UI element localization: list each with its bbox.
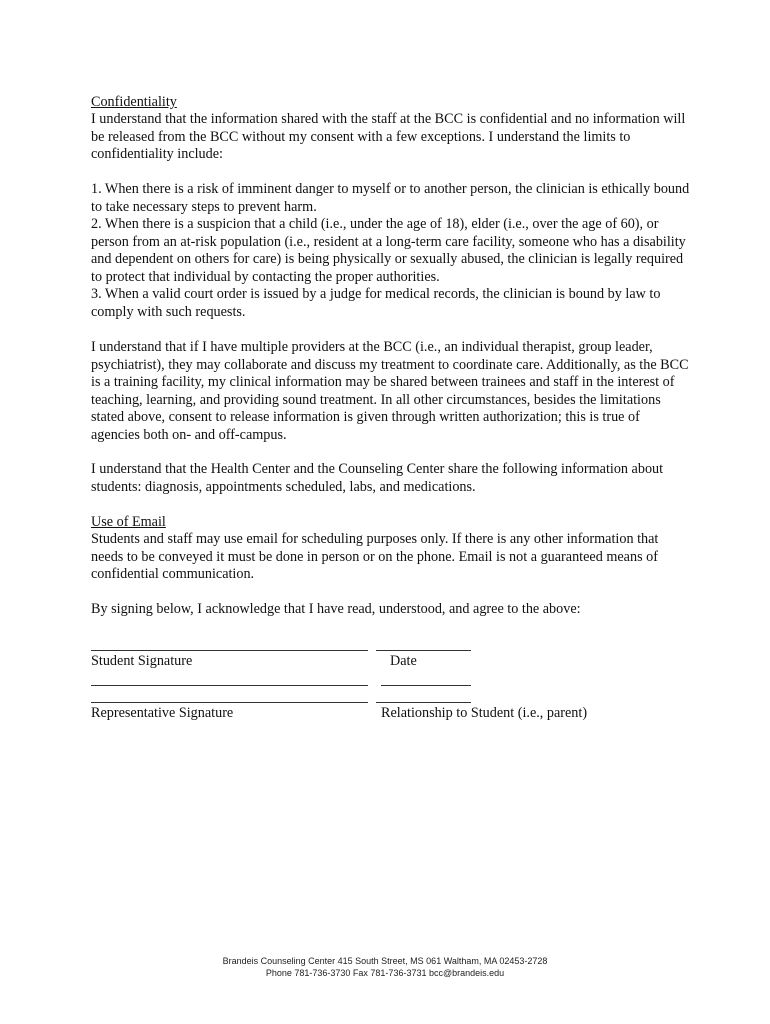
student-signature-label: Student Signature (91, 653, 193, 669)
relationship-label: Relationship to Student (i.e., parent) (381, 705, 588, 721)
email-paragraph: Students and staff may use email for scheduling purposes only. If there is any other information that needs to be conveyed it must be done in person or on the phone. Email is not a guaranteed means of confidential communication. (91, 531, 659, 583)
footer-contact: Phone 781-736-3730 Fax 781-736-3731 bcc@brandeis.edu (265, 968, 505, 978)
confidentiality-intro: I understand that the information shared with the staff at the BCC is confidential and no information will be released from the BCC without my consent with a few exceptions. I understand the limits to confidentiality include: (91, 111, 686, 163)
acknowledgement-text: By signing below, I acknowledge that I have read, understood, and agree to the above: (91, 601, 581, 617)
student-signature-line[interactable] (91, 650, 368, 651)
relationship-line[interactable] (376, 702, 471, 703)
date-line[interactable] (376, 650, 471, 651)
representative-date-line[interactable] (381, 685, 471, 686)
date-label: Date (390, 653, 417, 669)
email-heading: Use of Email (91, 514, 166, 530)
representative-signature-line[interactable] (91, 702, 368, 703)
representative-signature-line-upper[interactable] (91, 685, 368, 686)
footer-address: Brandeis Counseling Center 415 South Street, MS 061 Waltham, MA 02453-2728 (222, 956, 548, 966)
representative-signature-label: Representative Signature (91, 705, 234, 721)
health-center-paragraph: I understand that the Health Center and the Counseling Center share the following information about students: diagnosis, appointments scheduled, labs, and medications. (91, 461, 664, 495)
confidentiality-limit-2: 2. When there is a suspicion that a child (i.e., under the age of 18), elder (i.e., over the age of 60), or person from an at-risk population (i.e., resident at a long-term care facility, someone who has a disability and dependent on others for care) is being physically or sexually abused, the clinician is legally required to protect that individual by contacting the proper authorities. (91, 216, 686, 285)
providers-paragraph: I understand that if I have multiple providers at the BCC (i.e., an individual therapist, group leader, psychiatrist), they may collaborate and discuss my treatment to coordinate care. Additionally, as the BCC is a training facility, my clinical information may be shared between trainees and staff in the interest of teaching, learning, and providing sound treatment. In all other circumstances, besides the limitations stated above, consent to release information is given through written authorization; this is true of agencies both on- and off-campus. (91, 339, 689, 443)
confidentiality-limit-1: 1. When there is a risk of imminent danger to myself or to another person, the clinician is ethically bound to take necessary steps to prevent harm. (91, 181, 690, 215)
confidentiality-heading: Confidentiality (91, 94, 177, 110)
confidentiality-limit-3: 3. When a valid court order is issued by a judge for medical records, the clinician is bound by law to comply with such requests. (91, 286, 661, 320)
